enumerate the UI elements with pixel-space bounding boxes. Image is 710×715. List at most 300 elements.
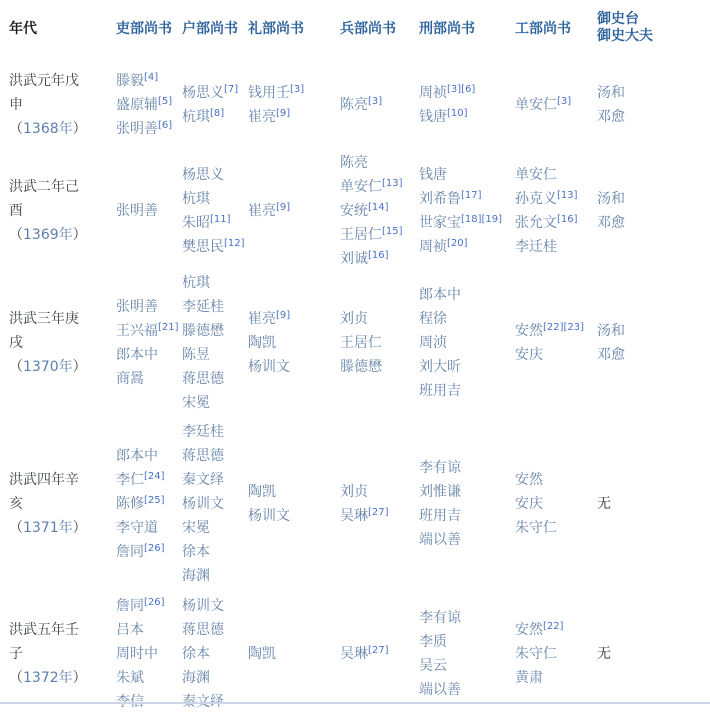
person-link[interactable]: 朱斌 — [116, 669, 144, 686]
person-link[interactable]: 李有谅 — [419, 459, 461, 476]
person-link[interactable]: 杨训文 — [248, 507, 290, 524]
person-link[interactable]: 吴琳 — [340, 645, 368, 662]
minister-cell — [339, 151, 418, 271]
person-link[interactable]: 钱用壬 — [248, 84, 290, 101]
citation-ref — [557, 190, 578, 201]
person-link[interactable]: 安然 — [515, 621, 543, 638]
citation-ref-link[interactable]: [12] — [224, 238, 245, 249]
person-link[interactable]: 安庆 — [515, 347, 543, 363]
citation-ref — [144, 471, 165, 482]
person-link[interactable]: 汤和 — [597, 84, 625, 101]
person-link[interactable]: 宋冕 — [182, 395, 210, 411]
person-link[interactable]: 李守道 — [116, 519, 158, 536]
era-name: 洪武五年壬子 — [9, 621, 79, 662]
minister-entry — [515, 319, 595, 343]
person-link[interactable]: 周浈 — [419, 335, 447, 351]
minister-cell — [596, 151, 702, 271]
person-link[interactable]: 杨训文 — [248, 359, 290, 375]
citation-ref — [368, 202, 389, 213]
minister-cell — [418, 415, 514, 592]
minister-entry — [340, 93, 417, 117]
citation-ref — [224, 84, 238, 95]
person-link[interactable]: 世家宝 — [419, 215, 461, 231]
person-link[interactable]: 滕毅 — [116, 72, 144, 89]
citation-ref-link[interactable]: [7] — [224, 83, 239, 95]
citation-ref — [368, 645, 389, 656]
citation-ref-link[interactable]: [16] — [368, 250, 389, 261]
minister-entry — [515, 93, 595, 117]
citation-ref-link[interactable]: [16] — [557, 214, 578, 225]
person-link[interactable]: 刘大昕 — [419, 359, 461, 375]
person-link[interactable]: 樊思民 — [182, 239, 224, 255]
citation-ref-link[interactable]: [14] — [368, 202, 389, 213]
person-link[interactable]: 张允文 — [515, 215, 557, 231]
ministers-table — [8, 0, 702, 715]
person-link[interactable]: 郎本中 — [116, 347, 158, 363]
column-header-5[interactable] — [339, 0, 418, 58]
person-link[interactable]: 刘诚 — [340, 251, 368, 267]
minister-entry — [248, 307, 338, 331]
minister-entry — [248, 81, 338, 105]
citation-ref-link[interactable]: [4] — [144, 71, 159, 83]
person-link[interactable]: 盛原辅 — [116, 96, 158, 113]
minister-entry — [182, 468, 246, 492]
citation-ref — [447, 238, 468, 249]
citation-ref — [557, 214, 578, 225]
person-link[interactable]: 郎本中 — [419, 287, 461, 303]
minister-entry — [515, 343, 595, 367]
citation-ref — [461, 214, 502, 225]
person-link[interactable]: 朱守仁 — [515, 519, 557, 536]
citation-ref — [557, 96, 571, 107]
citation-ref — [210, 108, 224, 119]
minister-entry — [248, 105, 338, 129]
person-link[interactable]: 蒋思德 — [182, 621, 224, 638]
minister-cell — [514, 415, 596, 592]
person-link[interactable]: 单安仁 — [340, 179, 382, 195]
citation-ref-link[interactable]: [13] — [557, 190, 578, 201]
person-link[interactable]: 安庆 — [515, 495, 543, 512]
minister-cell — [514, 271, 596, 415]
column-header-2[interactable] — [115, 0, 181, 58]
person-link[interactable]: 杭琪 — [182, 191, 210, 207]
minister-cell — [418, 592, 514, 715]
minister-entry — [419, 504, 513, 528]
citation-ref — [224, 238, 245, 249]
minister-entry — [597, 187, 701, 211]
person-link[interactable]: 陶凯 — [248, 335, 276, 351]
person-link[interactable]: 陈亮 — [340, 155, 368, 171]
person-link[interactable]: 陶凯 — [248, 645, 276, 662]
citation-ref — [447, 108, 468, 119]
minister-entry — [248, 331, 338, 355]
era-name: 洪武二年己酉 — [9, 179, 79, 219]
person-link[interactable]: 徐本 — [182, 645, 210, 662]
minister-entry — [116, 343, 180, 367]
citation-ref-link[interactable]: [9] — [276, 107, 291, 119]
minister-entry — [116, 199, 180, 223]
person-link[interactable]: 邓愈 — [597, 108, 625, 125]
person-link[interactable]: 杭琪 — [182, 275, 210, 291]
person-link[interactable]: 王居仁 — [340, 335, 382, 351]
minister-cell — [514, 151, 596, 271]
era-cell — [8, 151, 115, 271]
column-header-1 — [8, 0, 115, 58]
citation-ref — [144, 543, 165, 554]
column-header-8[interactable] — [596, 0, 702, 58]
citation-ref — [368, 250, 389, 261]
minister-entry — [340, 642, 417, 666]
person-link[interactable]: 杨训文 — [182, 495, 224, 512]
column-header-link[interactable]: 户部尚书 — [182, 21, 238, 37]
citation-ref — [144, 597, 165, 608]
minister-entry — [419, 283, 513, 307]
person-link[interactable]: 陈亮 — [340, 96, 368, 113]
citation-ref-link[interactable]: [17] — [461, 190, 482, 201]
table-row — [8, 58, 702, 151]
column-header-link[interactable]: 吏部尚书 — [116, 21, 172, 37]
citation-ref-link[interactable]: [27] — [368, 506, 389, 518]
era-year: （1371年） — [9, 519, 87, 536]
minister-cell — [596, 58, 702, 151]
minister-entry — [340, 355, 417, 379]
era-year: （1370年） — [9, 359, 87, 375]
person-link[interactable]: 邓愈 — [597, 347, 625, 363]
person-link[interactable]: 吴云 — [419, 657, 447, 674]
minister-entry — [248, 504, 338, 528]
minister-entry — [182, 295, 246, 319]
citation-ref-link[interactable]: [22] — [543, 620, 564, 632]
minister-entry — [248, 355, 338, 379]
minister-entry — [515, 211, 595, 235]
person-link[interactable]: 陶凯 — [248, 483, 276, 500]
minister-cell — [181, 592, 247, 715]
person-link[interactable]: 单安仁 — [515, 167, 557, 183]
citation-ref — [144, 72, 158, 83]
citation-ref — [382, 226, 403, 237]
year-link[interactable]: 1371年 — [23, 519, 73, 536]
minister-cell — [339, 592, 418, 715]
year-link[interactable]: 1368年 — [23, 120, 73, 137]
person-link[interactable]: 海渊 — [182, 669, 210, 686]
table-row — [8, 271, 702, 415]
person-link[interactable]: 周祯 — [419, 84, 447, 101]
person-link[interactable]: 崔亮 — [248, 311, 276, 327]
minister-entry — [182, 540, 246, 564]
minister-entry — [597, 319, 701, 343]
person-link[interactable]: 蒋思德 — [182, 371, 224, 387]
minister-entry — [419, 211, 513, 235]
citation-ref — [276, 202, 290, 213]
minister-entry — [340, 175, 417, 199]
year-link[interactable]: 1372年 — [23, 669, 73, 686]
person-link[interactable]: 刘惟谦 — [419, 483, 461, 500]
minister-entry — [515, 163, 595, 187]
minister-cell — [247, 592, 339, 715]
citation-ref-link[interactable]: [3] — [368, 95, 383, 107]
minister-entry — [515, 187, 595, 211]
person-link[interactable]: 程徐 — [419, 311, 447, 327]
era-cell — [8, 58, 115, 151]
citation-ref — [461, 190, 482, 201]
citation-ref-link[interactable]: [13] — [382, 178, 403, 189]
minister-entry — [116, 367, 180, 391]
era-name: 洪武三年庚戌 — [9, 311, 79, 351]
year-link[interactable]: 1369年 — [23, 227, 73, 243]
minister-entry — [515, 492, 595, 516]
citation-ref-link[interactable]: [10] — [447, 107, 468, 119]
column-header-link[interactable]: 兵部尚书 — [340, 21, 396, 37]
citation-ref-link[interactable]: [9] — [276, 202, 291, 213]
person-link[interactable]: 李廷桂 — [182, 423, 224, 440]
era-year: （1372年） — [9, 669, 87, 686]
minister-entry — [116, 516, 180, 540]
minister-entry — [419, 81, 513, 105]
person-link[interactable]: 陈修 — [116, 495, 144, 512]
minister-entry — [419, 163, 513, 187]
minister-entry — [340, 223, 417, 247]
minister-cell — [115, 151, 181, 271]
citation-ref-link[interactable]: [9] — [276, 310, 291, 321]
minister-entry — [182, 666, 246, 690]
person-link[interactable]: 张明善 — [116, 203, 158, 219]
minister-entry — [419, 355, 513, 379]
person-link[interactable]: 商暠 — [116, 371, 144, 387]
minister-entry — [182, 367, 246, 391]
minister-entry — [419, 235, 513, 259]
citation-ref — [158, 120, 172, 131]
table-header-row — [8, 0, 702, 58]
minister-entry — [597, 81, 701, 105]
minister-entry — [597, 105, 701, 129]
column-header-7[interactable] — [514, 0, 596, 58]
minister-entry — [182, 618, 246, 642]
person-link[interactable]: 黄肃 — [515, 669, 543, 686]
column-header-4[interactable] — [247, 0, 339, 58]
minister-entry — [340, 504, 417, 528]
person-link[interactable]: 刘希鲁 — [419, 191, 461, 207]
person-link[interactable]: 安然 — [515, 323, 543, 339]
citation-ref-link[interactable]: [3] — [557, 95, 572, 107]
minister-entry — [419, 456, 513, 480]
minister-cell — [181, 271, 247, 415]
citation-ref — [144, 495, 165, 506]
person-link[interactable]: 单安仁 — [515, 96, 557, 113]
minister-entry — [597, 642, 701, 666]
person-link[interactable]: 孙克义 — [515, 191, 557, 207]
minister-cell — [339, 58, 418, 151]
citation-ref-link[interactable]: [3][6] — [447, 83, 476, 95]
minister-entry — [419, 187, 513, 211]
era-year: （1369年） — [9, 227, 87, 243]
person-link[interactable]: 秦文绎 — [182, 471, 224, 488]
person-link[interactable]: 吴琳 — [340, 507, 368, 524]
minister-entry — [419, 678, 513, 702]
person-link[interactable]: 陈昱 — [182, 347, 210, 363]
person-link[interactable]: 钱唐 — [419, 167, 447, 183]
citation-ref-link[interactable]: [18][19] — [461, 214, 503, 225]
citation-ref-link[interactable]: [25] — [144, 494, 165, 506]
person-link[interactable]: 端以善 — [419, 681, 461, 698]
minister-entry — [182, 642, 246, 666]
minister-entry — [419, 105, 513, 129]
minister-entry — [116, 93, 180, 117]
minister-cell — [115, 592, 181, 715]
minister-entry — [419, 528, 513, 552]
person-link[interactable]: 班用吉 — [419, 507, 461, 524]
citation-ref-link[interactable]: [26] — [144, 596, 165, 608]
person-link[interactable]: 李延桂 — [182, 299, 224, 315]
person-link[interactable]: 班用吉 — [419, 383, 461, 399]
column-header-link[interactable]: 刑部尚书 — [419, 21, 475, 37]
minister-cell — [115, 415, 181, 592]
person-link[interactable]: 邓愈 — [597, 215, 625, 231]
minister-entry — [340, 247, 417, 271]
person-link[interactable]: 周时中 — [116, 645, 158, 662]
person-link[interactable]: 汤和 — [597, 323, 625, 339]
minister-entry — [182, 163, 246, 187]
person-link[interactable]: 汤和 — [597, 191, 625, 207]
minister-entry — [515, 235, 595, 259]
minister-cell — [247, 271, 339, 415]
citation-ref — [210, 214, 231, 225]
minister-entry — [515, 618, 595, 642]
person-link[interactable]: 安统 — [340, 203, 368, 219]
person-link[interactable]: 崔亮 — [248, 203, 276, 219]
minister-entry — [182, 492, 246, 516]
person-link[interactable]: 宋冕 — [182, 519, 210, 536]
column-header-link[interactable]: 礼部尚书 — [248, 21, 304, 37]
person-link[interactable]: 吕本 — [116, 621, 144, 638]
citation-ref-link[interactable]: [11] — [210, 214, 231, 225]
citation-ref — [543, 621, 564, 632]
minister-entry — [340, 307, 417, 331]
citation-ref-link[interactable]: [21] — [158, 322, 179, 333]
minister-entry — [248, 642, 338, 666]
person-link[interactable]: 徐本 — [182, 543, 210, 560]
minister-entry — [182, 81, 246, 105]
person-link[interactable]: 滕德懋 — [182, 323, 224, 339]
column-header-3[interactable] — [181, 0, 247, 58]
minister-entry — [340, 199, 417, 223]
person-link[interactable]: 蒋思德 — [182, 447, 224, 464]
year-link[interactable]: 1370年 — [23, 359, 73, 375]
person-link[interactable]: 王居仁 — [340, 227, 382, 243]
citation-ref — [276, 310, 290, 321]
minister-cell — [514, 58, 596, 151]
column-header-link[interactable]: 工部尚书 — [515, 21, 571, 37]
citation-ref — [368, 507, 389, 518]
person-link[interactable]: 李有谅 — [419, 609, 461, 626]
minister-entry — [515, 516, 595, 540]
minister-entry — [248, 199, 338, 223]
citation-ref-link[interactable]: [20] — [447, 238, 468, 249]
citation-ref-link[interactable]: [5] — [158, 95, 173, 107]
minister-cell — [115, 58, 181, 151]
column-header-link[interactable]: 御史台 御史大夫 — [597, 10, 653, 44]
minister-entry — [419, 331, 513, 355]
person-link[interactable]: 杭琪 — [182, 108, 210, 125]
person-link[interactable]: 詹同 — [116, 597, 144, 614]
person-link[interactable]: 滕德懋 — [340, 359, 382, 375]
minister-entry — [340, 480, 417, 504]
person-link[interactable]: 端以善 — [419, 531, 461, 548]
person-link[interactable]: 安然 — [515, 471, 543, 488]
minister-entry — [597, 492, 701, 516]
minister-entry — [182, 319, 246, 343]
era-cell — [8, 271, 115, 415]
citation-ref-link[interactable]: [6] — [158, 119, 173, 131]
minister-entry — [116, 618, 180, 642]
era-cell — [8, 415, 115, 592]
minister-cell — [181, 151, 247, 271]
person-link[interactable]: 杨思义 — [182, 84, 224, 101]
minister-entry — [182, 271, 246, 295]
person-link[interactable]: 张明善 — [116, 299, 158, 315]
minister-entry — [515, 468, 595, 492]
person-link[interactable]: 崔亮 — [248, 108, 276, 125]
column-header-6[interactable] — [418, 0, 514, 58]
era-name: 洪武四年辛亥 — [9, 471, 79, 512]
minister-entry — [182, 420, 246, 444]
person-link[interactable]: 刘贞 — [340, 483, 368, 500]
minister-cell — [339, 271, 418, 415]
person-link[interactable]: 杨训文 — [182, 597, 224, 614]
person-link[interactable]: 郎本中 — [116, 447, 158, 464]
minister-entry — [515, 642, 595, 666]
minister-entry — [116, 319, 180, 343]
minister-cell — [181, 58, 247, 151]
citation-ref — [276, 108, 290, 119]
citation-ref-link[interactable]: [8] — [210, 107, 225, 119]
citation-ref-link[interactable]: [22][23] — [543, 322, 585, 333]
citation-ref-link[interactable]: [27] — [368, 644, 389, 656]
person-link[interactable]: 钱唐 — [419, 108, 447, 125]
person-link[interactable]: 张明善 — [116, 120, 158, 137]
minister-entry — [419, 606, 513, 630]
person-link[interactable]: 王兴福 — [116, 323, 158, 339]
table-row — [8, 151, 702, 271]
person-link[interactable]: 朱守仁 — [515, 645, 557, 662]
citation-ref-link[interactable]: [15] — [382, 226, 403, 237]
person-link[interactable]: 朱昭 — [182, 215, 210, 231]
column-header-label: 年代 — [9, 21, 37, 37]
minister-entry — [419, 480, 513, 504]
person-link[interactable]: 李质 — [419, 633, 447, 650]
person-link[interactable]: 李迁桂 — [515, 239, 557, 255]
person-link[interactable]: 李仁 — [116, 471, 144, 488]
minister-cell — [596, 271, 702, 415]
citation-ref-link[interactable]: [3] — [290, 83, 305, 95]
minister-entry — [340, 151, 417, 175]
person-link[interactable]: 海渊 — [182, 567, 210, 584]
minister-cell — [514, 592, 596, 715]
citation-ref — [447, 84, 475, 95]
person-link[interactable]: 周祯 — [419, 239, 447, 255]
minister-entry — [182, 187, 246, 211]
person-link[interactable]: 杨思义 — [182, 167, 224, 183]
person-link[interactable]: 詹同 — [116, 543, 144, 560]
citation-ref-link[interactable]: [24] — [144, 470, 165, 482]
minister-entry — [116, 666, 180, 690]
minister-entry — [116, 594, 180, 618]
minister-entry — [182, 235, 246, 259]
citation-ref-link[interactable]: [26] — [144, 542, 165, 554]
minister-entry — [597, 343, 701, 367]
minister-entry — [182, 516, 246, 540]
minister-entry — [340, 331, 417, 355]
person-link[interactable]: 刘贞 — [340, 311, 368, 327]
